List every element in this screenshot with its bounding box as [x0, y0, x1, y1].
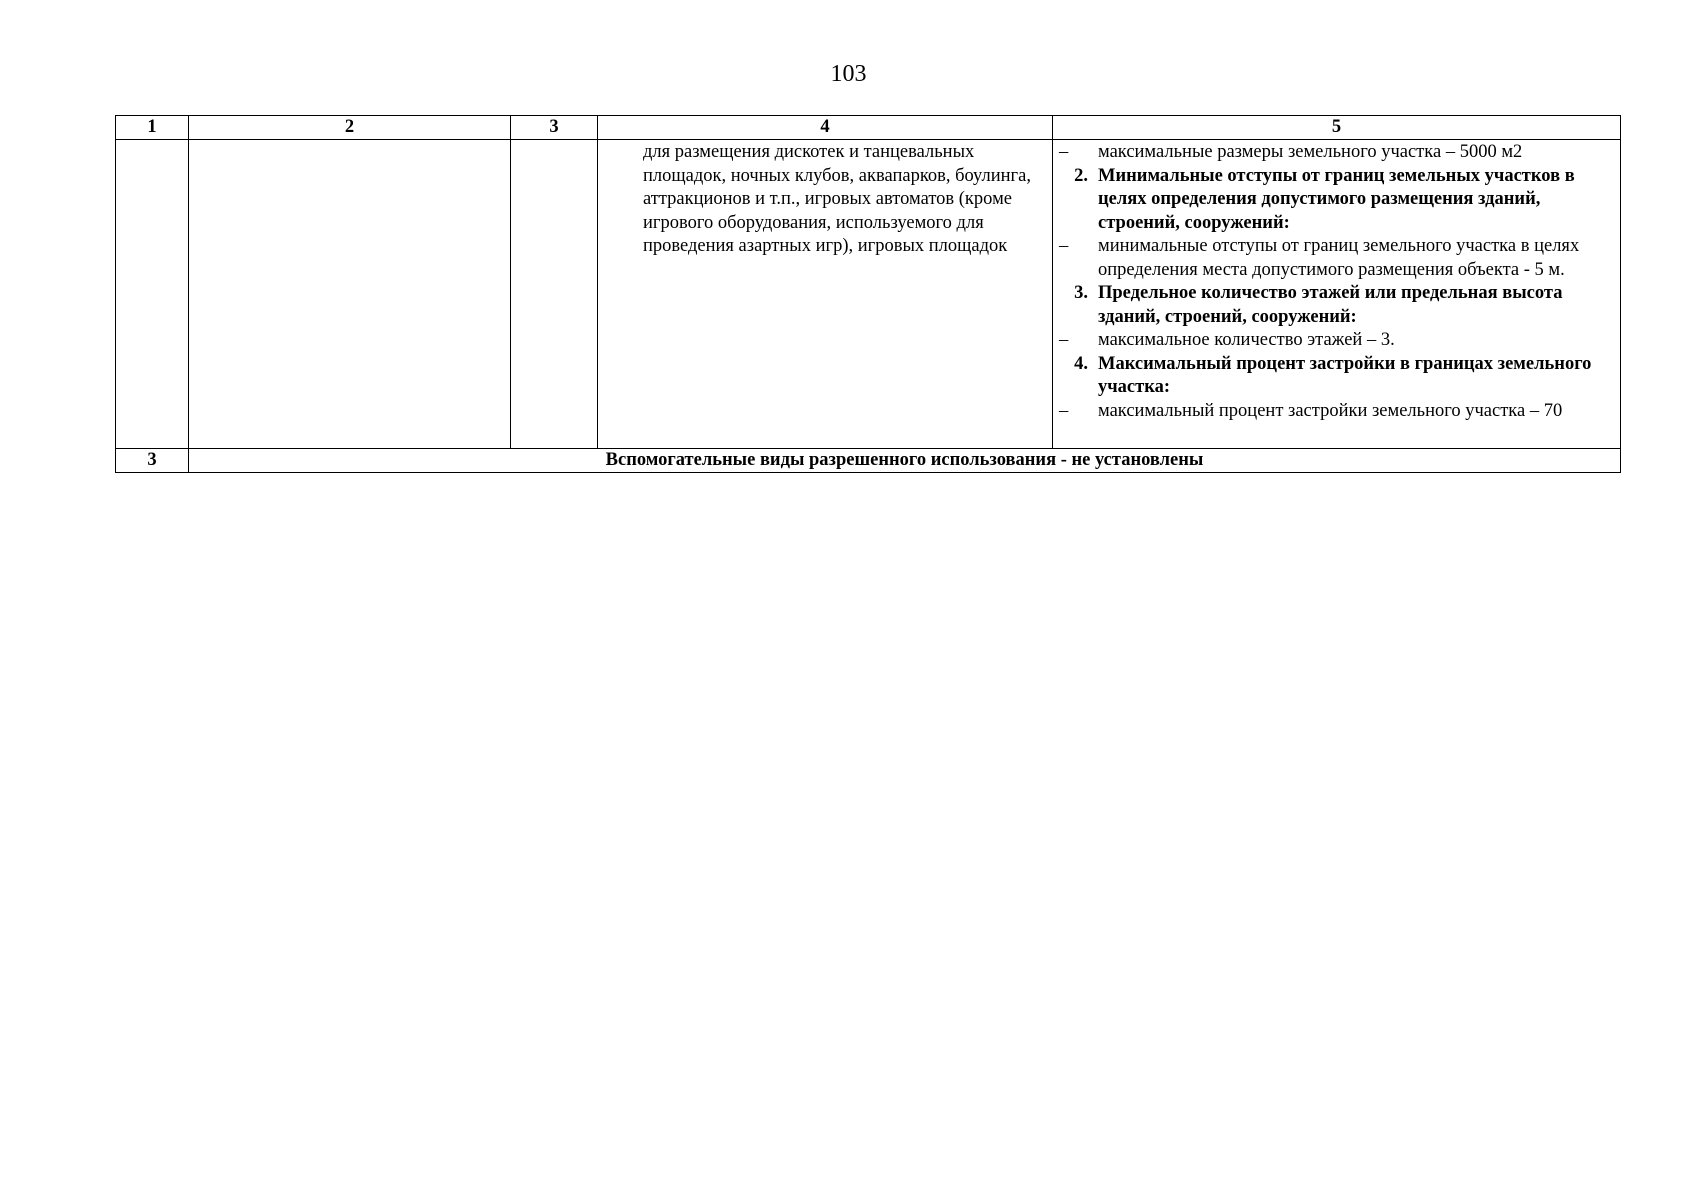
item-number: 3. [1074, 283, 1088, 303]
list-item [1059, 235, 1614, 282]
item-text: Максимальный процент застройки в границах земельного участка: [1098, 353, 1592, 397]
header-cell-4: 4 [598, 116, 1053, 140]
header-cell-1: 1 [116, 116, 189, 140]
item-text: максимальные размеры земельного участка – 5000 м2 [1098, 142, 1523, 162]
page-number: 103 [830, 61, 867, 87]
item-text: Минимальные отступы от границ земельных участков в целях определения допустимого размещения зданий, строений, сооружений: [1098, 165, 1575, 233]
header-cell-3: 3 [511, 116, 598, 140]
dash-marker: – [1059, 330, 1069, 350]
cell-col3 [511, 140, 598, 449]
cell-use-description: для размещения дискотек и танцевальных площадок, ночных клубов, аквапарков, боулинга, аттракционов и т.п., игровых автоматов (кроме игрового оборудования, используемого для проведения азартных игр), игровых площадок [598, 140, 1053, 449]
regulations-table [115, 115, 1621, 473]
item-number: 2. [1074, 165, 1088, 186]
list-item [1059, 141, 1614, 165]
header-cell-5: 5 [1053, 116, 1621, 140]
list-item [1059, 400, 1614, 424]
table-section-row [116, 449, 1621, 473]
table-header-row [116, 116, 1621, 140]
cell-col2 [189, 140, 511, 449]
list-item [1059, 165, 1614, 236]
item-number: 4. [1074, 353, 1088, 374]
item-text: максимальное количество этажей – 3. [1098, 330, 1395, 350]
dash-marker: – [1059, 236, 1069, 256]
list-item [1059, 282, 1614, 329]
table-row [116, 140, 1621, 449]
item-text: минимальные отступы от границ земельного участка в целях определения места допустимого размещения объекта - 5 м. [1098, 236, 1580, 280]
item-text: максимальный процент застройки земельного участка – 70 [1098, 400, 1563, 421]
item-text: Предельное количество этажей или предельная высота зданий, строений, сооружений: [1098, 283, 1563, 327]
cell-parameters [1053, 140, 1621, 449]
section-title: Вспомогательные виды разрешенного использования - не установлены [189, 449, 1621, 473]
section-number: 3 [116, 449, 189, 473]
parameter-list [1059, 141, 1614, 423]
header-cell-2: 2 [189, 116, 511, 140]
dash-marker: – [1059, 142, 1069, 162]
list-item [1059, 353, 1614, 400]
cell-col1 [116, 140, 189, 449]
list-item [1059, 329, 1614, 353]
dash-marker: – [1059, 400, 1069, 421]
